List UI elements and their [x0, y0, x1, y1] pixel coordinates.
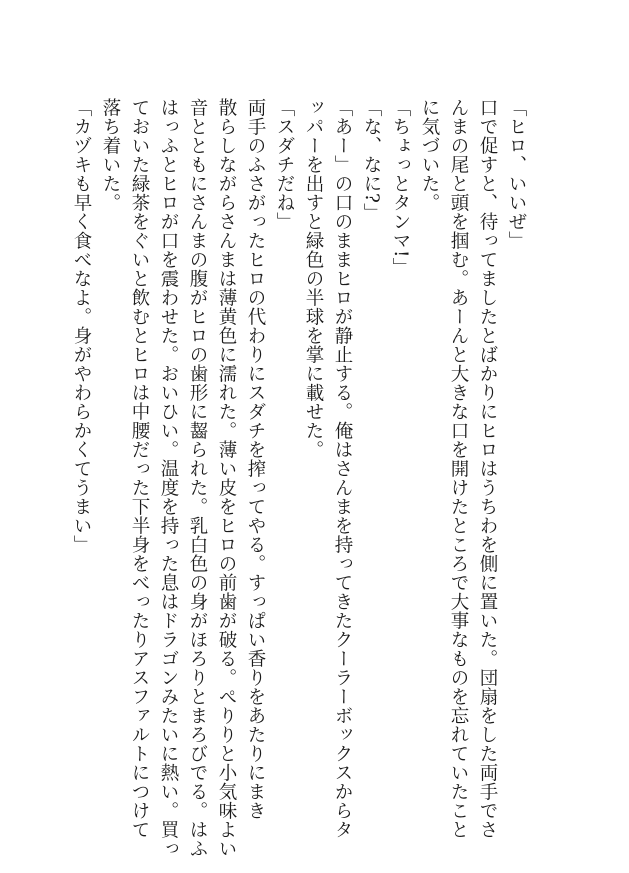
- text-line: んまの尾と頭を掴む。あーんと大きな口を開けたところで大事なものを忘れていたこと: [448, 98, 469, 839]
- text-line: 音とともにさんまの腹がヒロの歯形に齧られた。乳白色の身がほろりとまろびでる。はふ: [187, 98, 208, 858]
- text-line: ッパーを出すと緑色の半球を掌に載せた。: [303, 98, 324, 459]
- text-line: ておいた緑茶をぐいと飲むとヒロは中腰だった下半身をべったりアスファルトにつけて: [129, 98, 150, 839]
- text-line: 両手のふさがったヒロの代わりにスダチを搾ってやる。すっぱい香りをあたりにまき: [245, 98, 266, 820]
- text-line: はっふとヒロが口を震わせた。おいひい。温度を持った息はドラゴンみたいに熱い。買っ: [158, 98, 179, 858]
- text-line: 「カヅキも早く食べなよ。身がやわらかくてうまい」: [71, 98, 92, 554]
- text-line: 散らしながらさんまは薄黄色に濡れた。薄い皮をヒロの前歯が破る。ぺりりと小気味よい: [216, 98, 237, 858]
- text-line: に気づいた。: [419, 98, 440, 212]
- text-line: 「あー」の口のままヒロが静止する。俺はさんまを持ってきたクーラーボックスからタ: [332, 98, 353, 839]
- text-line: 落ち着いた。: [100, 98, 121, 212]
- vertical-text-body: [67, 98, 531, 858]
- text-line: 「ヒロ、いいぜ」: [506, 98, 527, 250]
- text-line: 「スダチだね」: [274, 98, 295, 231]
- text-line: 口で促すと、待ってましたとばかりにヒロはうちわを側に置いた。団扇をした両手でさ: [477, 98, 498, 839]
- text-line: 「な、なに?」: [361, 98, 382, 223]
- text-line: 「ちょっとタンマ!」: [390, 98, 411, 277]
